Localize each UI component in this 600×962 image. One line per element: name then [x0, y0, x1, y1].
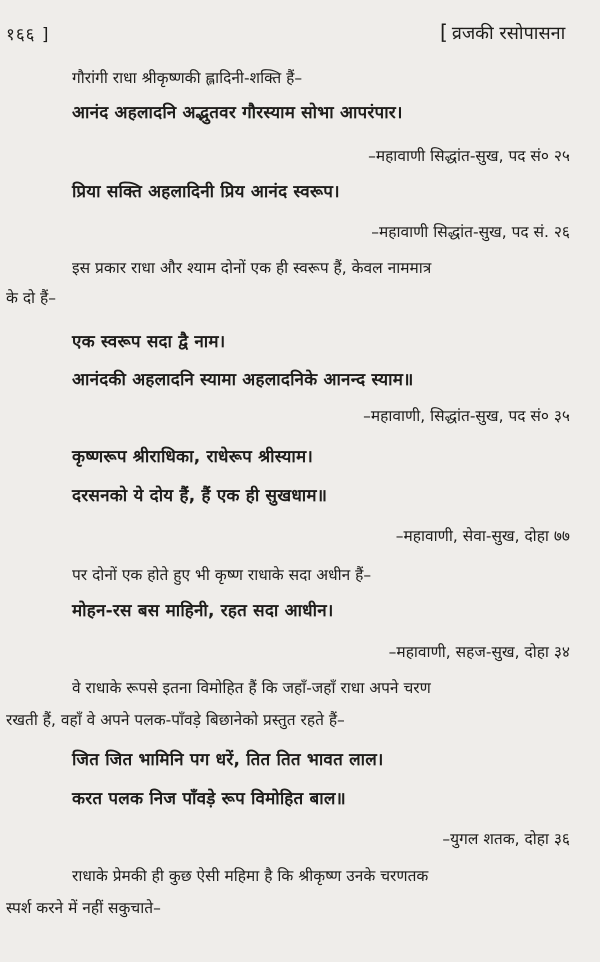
verse-line: आनंद अहलादनि अद्भुतवर गौरस्याम सोभा आपरंपार। [72, 103, 403, 123]
citation: –महावाणी, सिद्धांत-सुख, पद सं० ३५ [363, 407, 570, 425]
paragraph-line: राधाके प्रेमकी ही कुछ ऐसी महिमा है कि श्रीकृष्ण उनके चरणतक [72, 867, 429, 885]
verse-line: एक स्वरूप सदा द्वै नाम। [72, 332, 226, 352]
citation: –युगल शतक, दोहा ३६ [442, 830, 570, 848]
paragraph-line: रखती हैं, वहाँ वे अपने पलक-पाँवड़े बिछानेको प्रस्तुत रहते हैं– [6, 711, 345, 729]
page-number: १६६ ] [6, 25, 50, 45]
citation: –महावाणी, सेवा-सुख, दोहा ७७ [395, 527, 570, 545]
running-title-text: व्रजकी रसोपासना [451, 23, 566, 44]
paragraph-line: स्पर्श करने में नहीं सकुचाते– [6, 899, 161, 917]
verse-line: कृष्णरूप श्रीराधिका, राधेरूप श्रीस्याम। [72, 447, 314, 467]
citation: –महावाणी, सहज-सुख, दोहा ३४ [388, 643, 570, 661]
citation: –महावाणी सिद्धांत-सुख, पद सं० २५ [368, 147, 570, 165]
verse-line: मोहन-रस बस माहिनी, रहत सदा आधीन। [72, 601, 334, 621]
paragraph-line: गौरांगी राधा श्रीकृष्णकी ह्लादिनी-शक्ति हैं– [72, 69, 303, 87]
verse-line: दरसनको ये दोय हैं, हैं एक ही सुखधाम॥ [72, 486, 328, 506]
paragraph-line: के दो हैं– [6, 289, 56, 307]
verse-line: करत पलक निज पाँवड़े रूप विमोहित बाल॥ [72, 789, 346, 809]
verse-line: आनंदकी अहलादनि स्यामा अहलादनिके आनन्द स्याम॥ [72, 370, 414, 390]
paragraph-line: वे राधाके रूपसे इतना विमोहित हैं कि जहाँ-जहाँ राधा अपने चरण [72, 679, 431, 697]
verse-line: प्रिया सक्ति अहलादिनी प्रिय आनंद स्वरूप। [72, 182, 340, 202]
paragraph-line: इस प्रकार राधा और श्याम दोनों एक ही स्वरूप हैं, केवल नाममात्र [72, 259, 432, 277]
verse-line: जित जित भामिनि पग धरें, तित तित भावत लाल। [72, 750, 384, 770]
running-title [440, 20, 565, 45]
citation: –महावाणी सिद्धांत-सुख, पद सं. २६ [371, 223, 570, 241]
paragraph-line: पर दोनों एक होते हुए भी कृष्ण राधाके सदा अधीन हैं– [72, 566, 372, 584]
title-bracket: [ [440, 20, 448, 44]
